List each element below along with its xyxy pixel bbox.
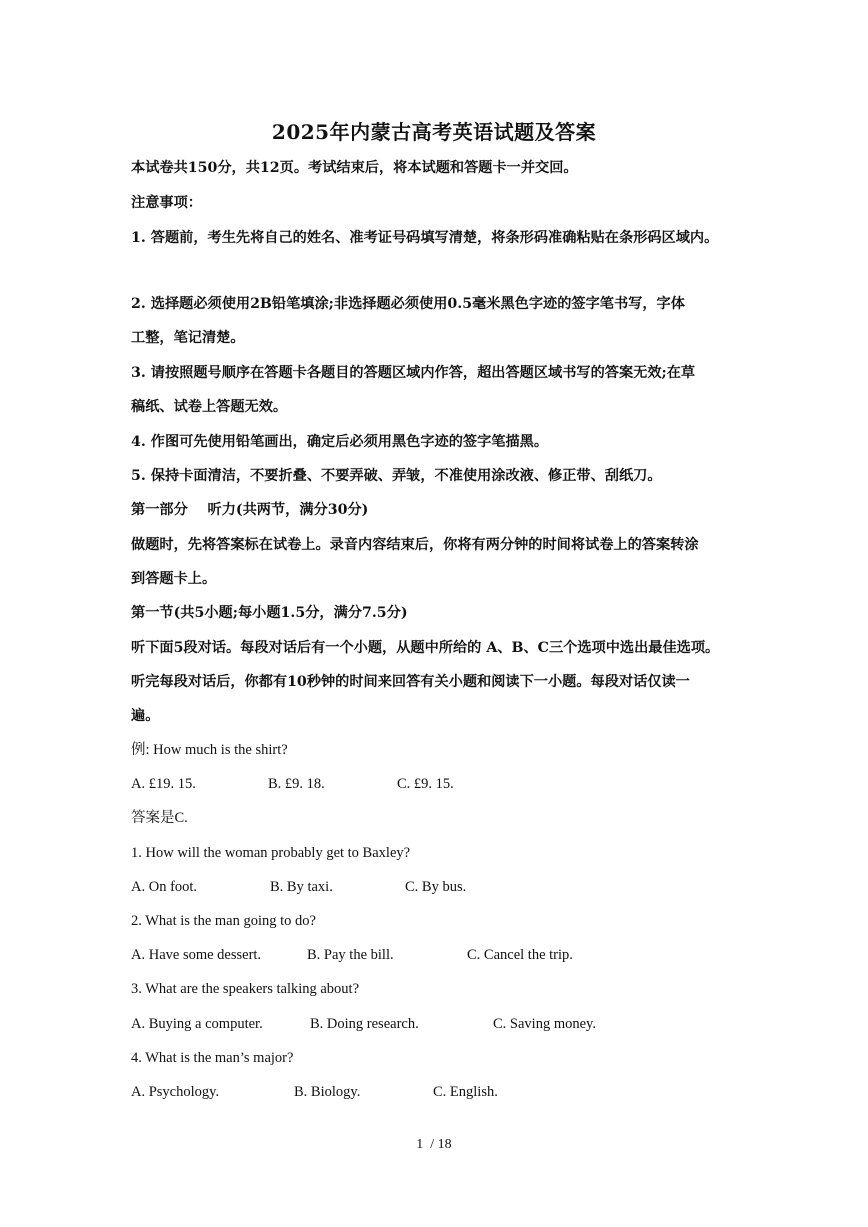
answer-option: B. By taxi.	[270, 879, 333, 895]
note-item: 4. 作图可先使用铅笔画出，确定后必须用黑色字迹的签字笔描黑。	[131, 434, 549, 450]
section1-instruction: 听完每段对话后，你都有10秒钟的时间来回答有关小题和阅读下一小题。每段对话仅读一	[131, 674, 690, 690]
note-item: 2. 选择题必须使用2B铅笔填涂;非选择题必须使用0.5毫米黑色字迹的签字笔书写，字体	[131, 296, 685, 312]
page-title: 2025年内蒙古高考英语试题及答案	[271, 120, 597, 144]
answer-option: C. By bus.	[405, 879, 467, 895]
example-answer: 答案是C.	[131, 810, 188, 826]
example-option: B. £9. 18.	[268, 776, 325, 792]
question-text: 4. What is the man’s major?	[131, 1050, 294, 1066]
question-text: 2. What is the man going to do?	[131, 913, 316, 929]
example-option: C. £9. 15.	[397, 776, 454, 792]
intro-text: 本试卷共150分，共12页。考试结束后，将本试题和答题卡一并交回。	[131, 160, 578, 176]
section1-heading: 第一节(共5小题;每小题1.5分，满分7.5分)	[131, 605, 408, 621]
answer-option: B. Doing research.	[310, 1016, 419, 1032]
part1-heading: 第一部分 听力(共两节，满分30分)	[131, 502, 369, 518]
example-question: 例: How much is the shirt?	[131, 742, 288, 758]
note-item: 3. 请按照题号顺序在答题卡各题目的答题区域内作答，超出答题区域书写的答案无效;在草	[131, 365, 696, 381]
answer-option: A. Buying a computer.	[131, 1016, 263, 1032]
example-option: A. £19. 15.	[131, 776, 196, 792]
section1-instruction: 听下面5段对话。每段对话后有一个小题，从题中所给的 A、B、C三个选项中选出最佳选项。	[131, 640, 720, 656]
answer-option: C. Saving money.	[493, 1016, 596, 1032]
section1-instruction: 遍。	[131, 708, 160, 724]
note-item: 稿纸、试卷上答题无效。	[131, 399, 288, 415]
part1-instruction: 做题时，先将答案标在试卷上。录音内容结束后，你将有两分钟的时间将试卷上的答案转涂	[131, 537, 699, 553]
answer-option: A. Have some dessert.	[131, 947, 262, 963]
note-item: 工整，笔记清楚。	[131, 330, 245, 346]
answer-option: A. Psychology.	[131, 1084, 220, 1100]
answer-option: B. Pay the bill.	[307, 947, 394, 963]
notes-heading: 注意事项：	[131, 195, 202, 211]
answer-option: A. On foot.	[131, 879, 198, 895]
answer-option: C. Cancel the trip.	[467, 947, 573, 963]
note-item: 1. 答题前，考生先将自己的姓名、准考证号码填写清楚，将条形码准确粘贴在条形码区域内。	[131, 230, 719, 246]
answer-option: C. English.	[433, 1084, 498, 1100]
question-text: 3. What are the speakers talking about?	[131, 981, 360, 997]
part1-instruction: 到答题卡上。	[131, 571, 217, 587]
answer-option: B. Biology.	[294, 1084, 361, 1100]
question-text: 1. How will the woman probably get to Baxley?	[131, 845, 411, 861]
note-item: 5. 保持卡面清洁，不要折叠、不要弄破、弄皱，不准使用涂改液、修正带、刮纸刀。	[131, 468, 662, 484]
page-number: 1 / 18	[416, 1137, 452, 1152]
